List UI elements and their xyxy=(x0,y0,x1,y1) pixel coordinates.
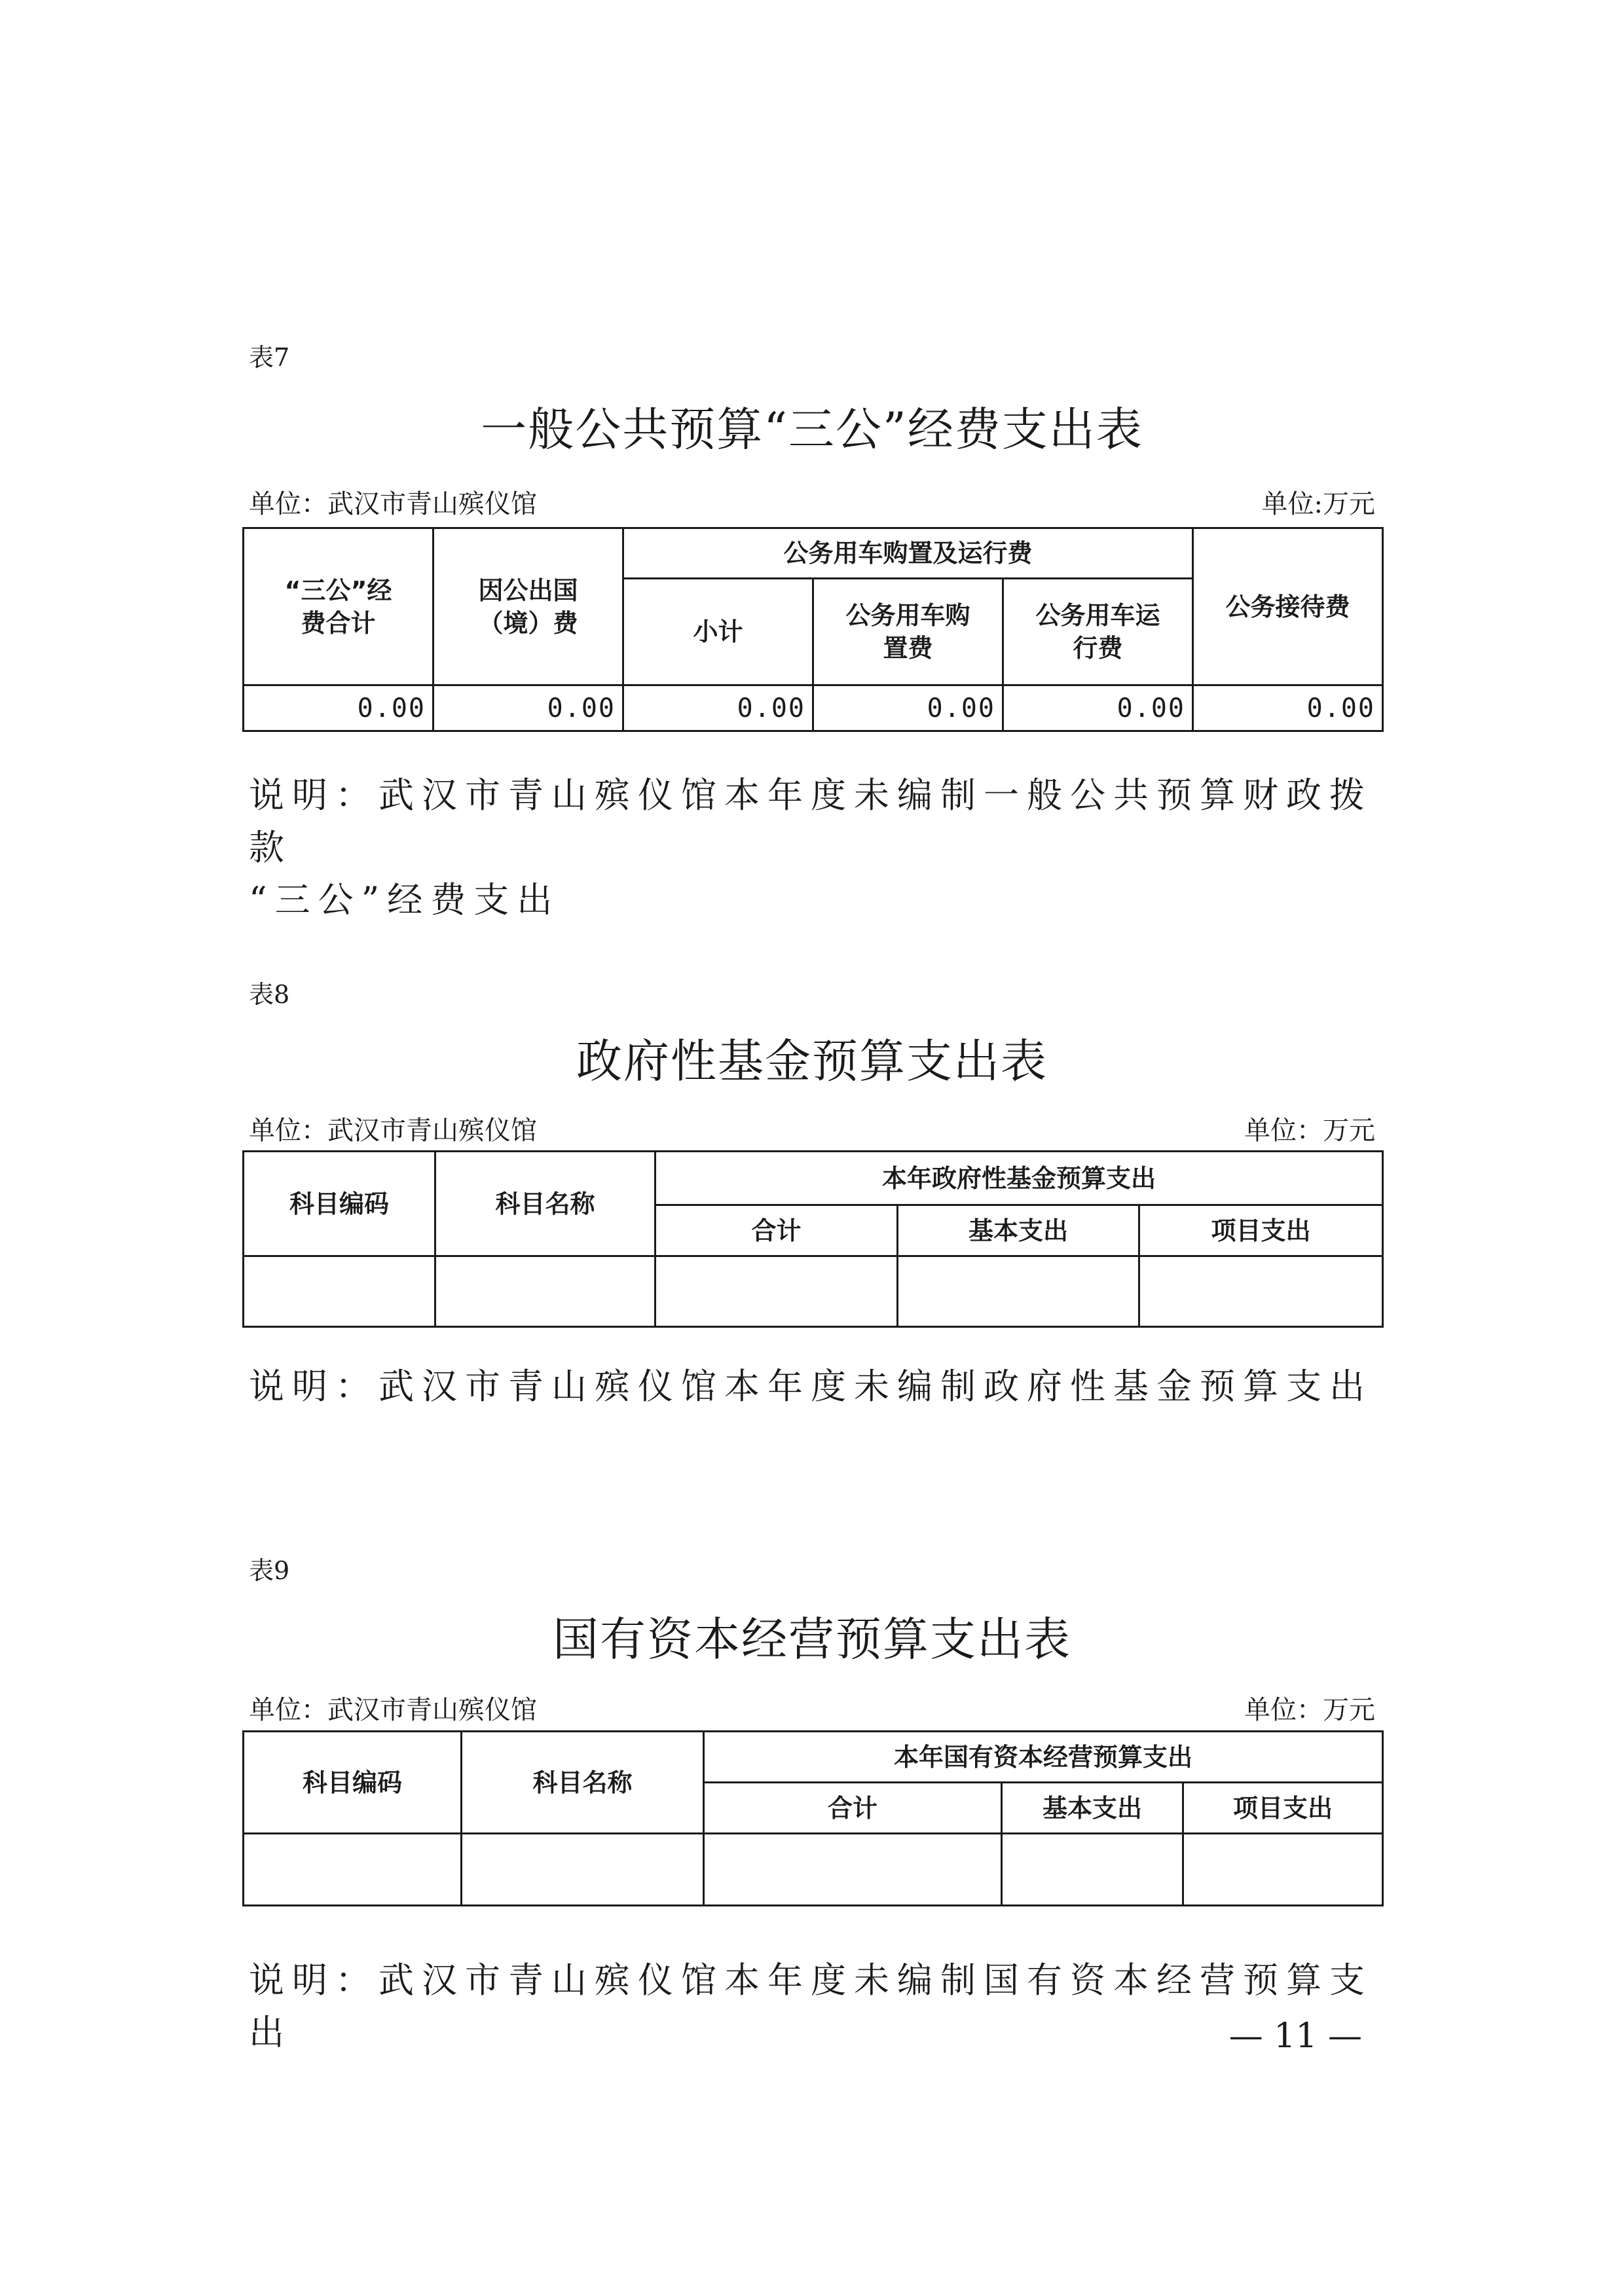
header-subject-code: 科目编码 xyxy=(244,1152,435,1256)
table8-note: 说明：武汉市青山殡仪馆本年度未编制政府性基金预算支出 xyxy=(249,1366,1373,1407)
header-subject-code: 科目编码 xyxy=(244,1732,462,1834)
value-vehicle-purchase: 0.00 xyxy=(813,685,1003,731)
table8-unit-currency: 单位：万元 xyxy=(1244,1116,1375,1146)
table8-label: 表8 xyxy=(249,980,290,1009)
header-vehicle-group: 公务用车购置及运行费 xyxy=(623,528,1193,579)
header-subject-name: 科目名称 xyxy=(462,1732,704,1834)
table7-unit-org: 单位：武汉市青山殡仪馆 xyxy=(249,489,537,519)
value-abroad-expense: 0.00 xyxy=(434,685,623,731)
table7-three-public-expenses xyxy=(242,527,1384,732)
header-project-expense: 项目支出 xyxy=(1183,1783,1383,1834)
header-capital-group: 本年国有资本经营预算支出 xyxy=(704,1732,1383,1783)
table7-note: 说明：武汉市青山殡仪馆本年度未编制一般公共预算财政拨款 “三公”经费支出 xyxy=(249,774,1373,920)
table8-unit-org: 单位：武汉市青山殡仪馆 xyxy=(249,1116,537,1146)
table7-label: 表7 xyxy=(249,343,290,372)
table9-unit-currency: 单位：万元 xyxy=(1244,1695,1375,1725)
value-reception-expense: 0.00 xyxy=(1193,685,1383,731)
table9-title: 国有资本经营预算支出表 xyxy=(553,1613,1071,1666)
header-basic-expense: 基本支出 xyxy=(898,1205,1139,1256)
value-vehicle-operation: 0.00 xyxy=(1003,685,1193,731)
header-vehicle-purchase: 公务用车购 置费 xyxy=(813,579,1003,685)
table7-unit-currency: 单位:万元 xyxy=(1261,489,1375,519)
header-fund-group: 本年政府性基金预算支出 xyxy=(655,1152,1383,1205)
table8-title: 政府性基金预算支出表 xyxy=(576,1034,1048,1088)
header-vehicle-operation: 公务用车运 行费 xyxy=(1003,579,1193,685)
header-vehicle-subtotal: 小计 xyxy=(623,579,813,685)
header-project-expense: 项目支出 xyxy=(1139,1205,1383,1256)
header-total: 合计 xyxy=(704,1783,1002,1834)
header-three-public-total: “三公”经 费合计 xyxy=(244,528,434,685)
value-vehicle-subtotal: 0.00 xyxy=(623,685,813,731)
header-subject-name: 科目名称 xyxy=(435,1152,655,1256)
table9-note: 说明：武汉市青山殡仪馆本年度未编制国有资本经营预算支出 xyxy=(249,1959,1373,2053)
table-row xyxy=(244,1834,1383,1906)
header-abroad-expense: 因公出国 （境）费 xyxy=(434,528,623,685)
page-number: — 11 — xyxy=(1228,2016,1362,2056)
table-row xyxy=(244,1256,1383,1327)
table8-government-fund-expenses xyxy=(242,1150,1384,1328)
table9-label: 表9 xyxy=(249,1556,290,1585)
header-total: 合计 xyxy=(655,1205,898,1256)
value-three-public-total: 0.00 xyxy=(244,685,434,731)
table9-state-capital-expenses xyxy=(242,1730,1384,1906)
table9-unit-org: 单位：武汉市青山殡仪馆 xyxy=(249,1695,537,1725)
header-reception-expense: 公务接待费 xyxy=(1193,528,1383,685)
header-basic-expense: 基本支出 xyxy=(1002,1783,1183,1834)
table7-title: 一般公共预算“三公”经费支出表 xyxy=(481,403,1143,456)
